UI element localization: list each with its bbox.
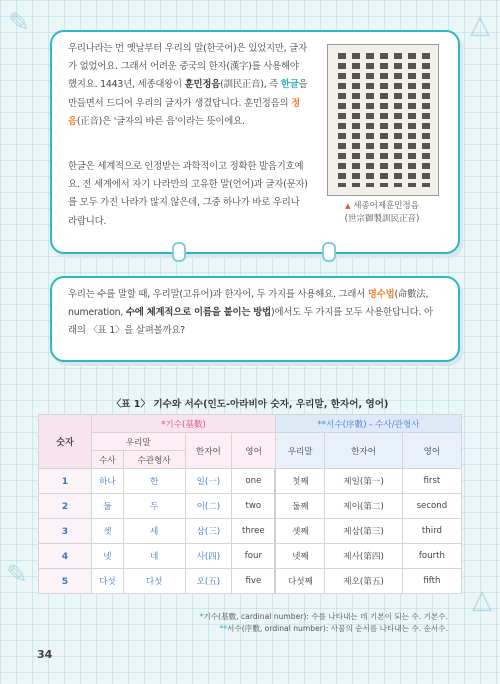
- header-sino: 한자어: [185, 433, 232, 469]
- triangle-doodle: △: [472, 585, 492, 615]
- pencil-doodle: ✎: [6, 560, 28, 590]
- header-numeral: 수사: [92, 451, 124, 469]
- hunminjeongeum-document-image: [327, 44, 439, 196]
- header-ordinal-english: 영어: [402, 433, 461, 469]
- numeration-paragraph: 우리는 수를 말할 때, 우리말(고유어)과 한자어, 두 가지를 사용해요. 그래서 명수법(命數法, numeration, 수에 체계적으로 이름을 붙이는 방법)에서도 두 가지를 모두 사용한답니다. 아래의 〈표 1〉을 살펴볼까요?: [68, 289, 433, 337]
- table-title: 〈표 1〉 기수와 서수(인도-아라비아 숫자, 우리말, 한자어, 영어): [111, 399, 389, 410]
- binder-ring: [172, 242, 186, 262]
- ruler-doodle: ✎: [8, 8, 30, 38]
- numbers-table: [38, 414, 462, 594]
- compass-doodle: △: [470, 10, 490, 40]
- table-row: 5 다섯 다섯 오(五) five 다섯째 제오(第五) fifth: [39, 569, 462, 594]
- hunminjeongeum-term: 훈민정음: [184, 79, 221, 91]
- header-number: 숫자: [39, 415, 92, 469]
- numeration-box: [50, 276, 460, 362]
- header-ordinal: **서수(序數) - 수사/관형사: [275, 415, 461, 433]
- intro-box: [50, 30, 460, 254]
- intro-paragraph-2: 한글은 세계적으로 인정받는 과학적이고 정확한 발음기호예요. 전 세계에서 자기 나라만의 고유한 말(언어)과 글자(문자)를 모두 가진 나라가 많지 않은데, 그중 하나가 바로 우리나라랍니다.: [68, 161, 308, 227]
- header-ordinal-sino: 한자어: [325, 433, 403, 469]
- header-determiner: 수관형사: [123, 451, 185, 469]
- hangul-term: 한글: [280, 79, 299, 91]
- triangle-icon: ▲: [345, 202, 351, 210]
- header-ordinal-native: 우리말: [275, 433, 324, 469]
- jeongeum-term: 정음: [68, 97, 301, 127]
- table-row: 4 넷 네 사(四) four 넷째 제사(第四) fourth: [39, 544, 462, 569]
- table-row: 2 둘 두 이(二) two 둘째 제이(第二) second: [39, 494, 462, 519]
- header-cardinal: *기수(基數): [92, 415, 276, 433]
- intro-paragraph-1: 우리나라는 먼 옛날부터 우리의 말(한국어)은 있었지만, 글자가 없었어요. 그래서 어려운 중국의 한자(漢字)를 사용해야 했지요. 1443년, 세종대왕이 훈민정음(訓民正音), 즉 한글을 만들면서 드디어 우리의 글자가 생겼답니다. 훈민정음의 정음(正音)은 '글자의 바른 음'이라는 뜻이에요.: [68, 43, 308, 127]
- header-english: 영어: [232, 433, 276, 469]
- footnotes: [200, 611, 448, 635]
- footnote-cardinal: *기수(基數, cardinal number): 수를 나타내는 데 기본이 되는 수. 기본수.: [199, 612, 448, 621]
- image-caption: ▲ 세종어제훈민정음 (世宗御製訓民正音): [344, 201, 420, 224]
- myeongsubeop-term: 명수법: [367, 289, 395, 300]
- footnote-ordinal: **서수(序數, ordinal number): 사물의 순서를 나타내는 수. 순서수.: [219, 624, 448, 633]
- page-number: 34: [37, 648, 53, 661]
- table-row: 1 하나 한 일(一) one 첫째 제일(第一) first: [39, 469, 462, 494]
- header-native: 우리말: [92, 433, 186, 451]
- table-row: 3 셋 세 삼(三) three 셋째 제삼(第三) third: [39, 519, 462, 544]
- binder-ring: [322, 242, 336, 262]
